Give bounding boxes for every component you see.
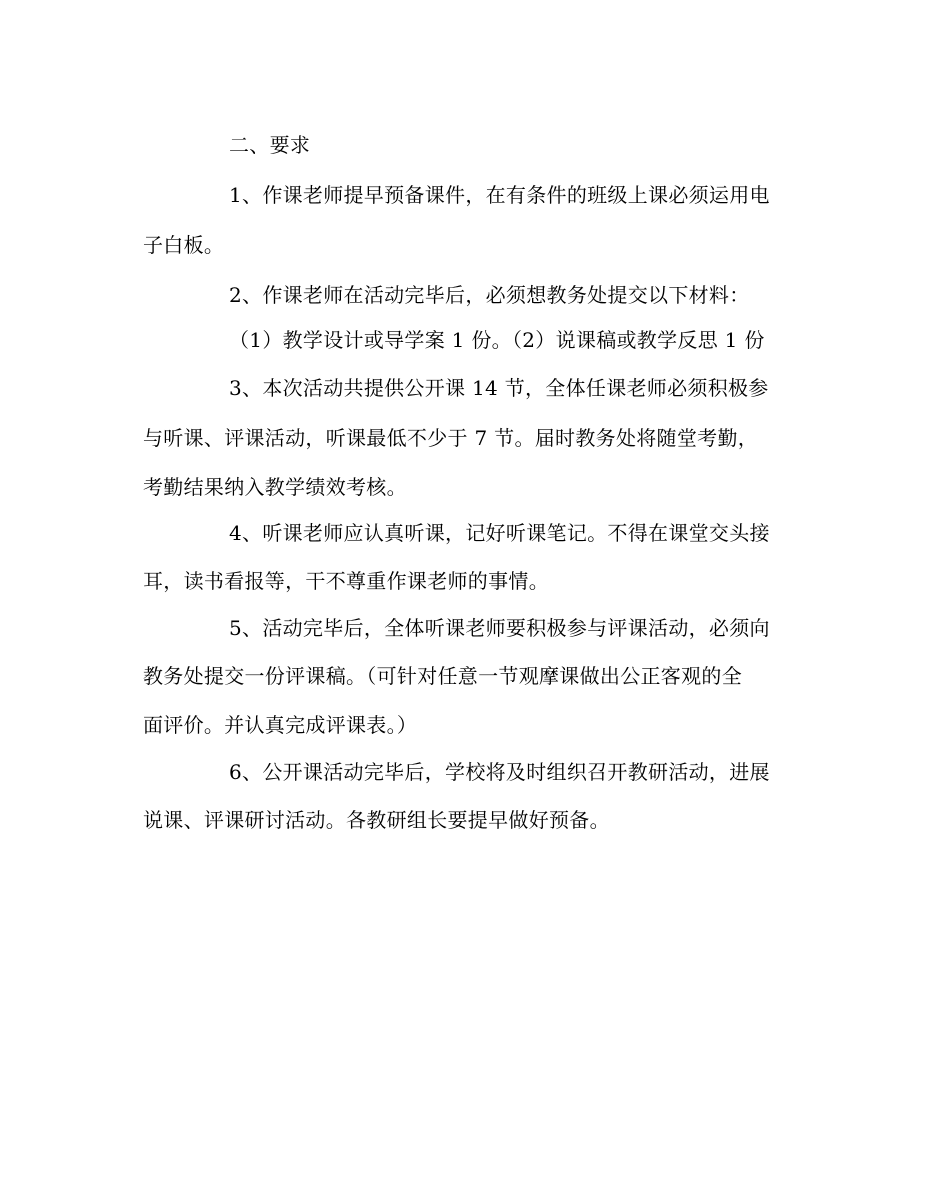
paragraph-2-materials: （1）教学设计或导学案 1 份。（2）说课稿或教学反思 1 份 [229,328,765,352]
paragraph-3-line-3: 考勤结果纳入教学绩效考核。 [143,475,407,499]
paragraph-3-line-1: 3、本次活动共提供公开课 14 节，全体任课老师必须积极参 [229,376,769,400]
section-heading: 二、要求 [229,133,311,157]
paragraph-6-line-1: 6、公开课活动完毕后，学校将及时组织召开教研活动，进展 [229,760,770,784]
paragraph-5-line-2: 教务处提交一份评课稿。（可针对任意一节观摩课做出公正客观的全 [143,664,742,688]
paragraph-5-line-3: 面评价。并认真完成评课表。） [143,713,418,737]
paragraph-4-line-1: 4、听课老师应认真听课，记好听课笔记。不得在课堂交头接 [229,521,770,545]
paragraph-1-line-1: 1、作课老师提早预备课件，在有条件的班级上课必须运用电 [229,183,770,207]
paragraph-4-line-2: 耳，读书看报等，干不尊重作课老师的事情。 [143,569,549,593]
paragraph-6-line-2: 说课、评课研讨活动。各教研组长要提早做好预备。 [143,808,610,832]
paragraph-5-line-1: 5、活动完毕后，全体听课老师要积极参与评课活动，必须向 [229,616,770,640]
paragraph-2-line-1: 2、作课老师在活动完毕后，必须想教务处提交以下材料： [229,283,750,307]
paragraph-3-line-2: 与听课、评课活动，听课最低不少于 7 节。届时教务处将随堂考勤， [143,426,759,450]
paragraph-1-line-2: 子白板。 [143,233,225,257]
